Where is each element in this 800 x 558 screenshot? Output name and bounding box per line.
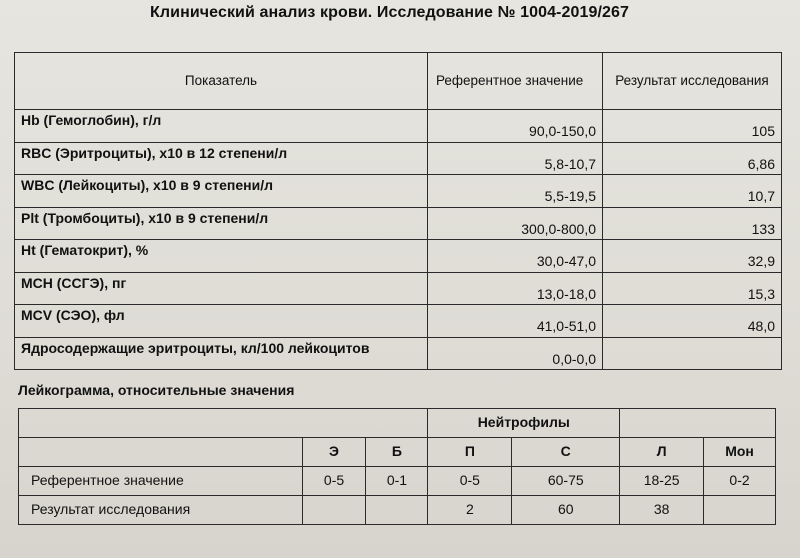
- cell-value: 18-25: [620, 467, 704, 496]
- column-header-empty: [19, 438, 303, 467]
- row-result: 105: [603, 110, 782, 143]
- row-result: 133: [603, 207, 782, 240]
- row-name: MCV (СЭО), фл: [15, 305, 428, 338]
- column-header: Мон: [704, 438, 776, 467]
- row-reference: 30,0-47,0: [428, 240, 603, 273]
- row-name: Hb (Гемоглобин), г/л: [15, 110, 428, 143]
- table-row: [15, 110, 782, 143]
- row-name: Ht (Гематокрит), %: [15, 240, 428, 273]
- table-row: [15, 175, 782, 208]
- row-result: [603, 337, 782, 370]
- row-result: 15,3: [603, 272, 782, 305]
- table-row: [19, 496, 776, 525]
- leukogram-table: [18, 408, 776, 525]
- header-result: Результат исследования: [603, 53, 782, 110]
- row-reference: 0,0-0,0: [428, 337, 603, 370]
- cell-value: 38: [620, 496, 704, 525]
- table-row: [15, 272, 782, 305]
- row-reference: 5,8-10,7: [428, 142, 603, 175]
- leukogram-group-row: [19, 409, 776, 438]
- row-reference: 90,0-150,0: [428, 110, 603, 143]
- cell-value: [704, 496, 776, 525]
- table-row: [15, 305, 782, 338]
- table-row: [15, 142, 782, 175]
- cell-value: 60-75: [512, 467, 620, 496]
- row-result: 48,0: [603, 305, 782, 338]
- column-header: Б: [366, 438, 428, 467]
- header-indicator: Показатель: [15, 53, 428, 110]
- table-row: [15, 337, 782, 370]
- row-label: Референтное значение: [19, 467, 303, 496]
- column-header: С: [512, 438, 620, 467]
- row-name: WBC (Лейкоциты), x10 в 9 степени/л: [15, 175, 428, 208]
- row-reference: 5,5-19,5: [428, 175, 603, 208]
- cell-value: 60: [512, 496, 620, 525]
- header-reference: Референтное значение: [428, 53, 603, 110]
- row-name: MCH (ССГЭ), пг: [15, 272, 428, 305]
- row-name: RBC (Эритроциты), x10 в 12 степени/л: [15, 142, 428, 175]
- cell-value: 0-2: [704, 467, 776, 496]
- table-row: [15, 207, 782, 240]
- cell-value: [302, 496, 366, 525]
- cell-value: 0-5: [428, 467, 512, 496]
- row-result: 10,7: [603, 175, 782, 208]
- cell-value: [366, 496, 428, 525]
- row-name: Plt (Тромбоциты), x10 в 9 степени/л: [15, 207, 428, 240]
- table-row: [15, 240, 782, 273]
- row-result: 6,86: [603, 142, 782, 175]
- page-title: Клинический анализ крови. Исследование № 1004-2019/267: [150, 4, 630, 21]
- group-header-neutrophils: Нейтрофилы: [428, 409, 620, 438]
- cell-value: 0-1: [366, 467, 428, 496]
- column-header: П: [428, 438, 512, 467]
- row-name: Ядросодержащие эритроциты, кл/100 лейкоцитов: [15, 337, 428, 370]
- cell-value: 2: [428, 496, 512, 525]
- column-header: Л: [620, 438, 704, 467]
- row-reference: 41,0-51,0: [428, 305, 603, 338]
- group-header-empty: [19, 409, 428, 438]
- table-row: [19, 467, 776, 496]
- column-header: Э: [302, 438, 366, 467]
- leukogram-title: Лейкограмма, относительные значения: [18, 382, 295, 398]
- row-reference: 13,0-18,0: [428, 272, 603, 305]
- cell-value: 0-5: [302, 467, 366, 496]
- group-header-empty: [620, 409, 776, 438]
- leukogram-columns-row: [19, 438, 776, 467]
- blood-analysis-table: [14, 52, 782, 370]
- row-reference: 300,0-800,0: [428, 207, 603, 240]
- row-label: Результат исследования: [19, 496, 303, 525]
- row-result: 32,9: [603, 240, 782, 273]
- table-header-row: [15, 53, 782, 110]
